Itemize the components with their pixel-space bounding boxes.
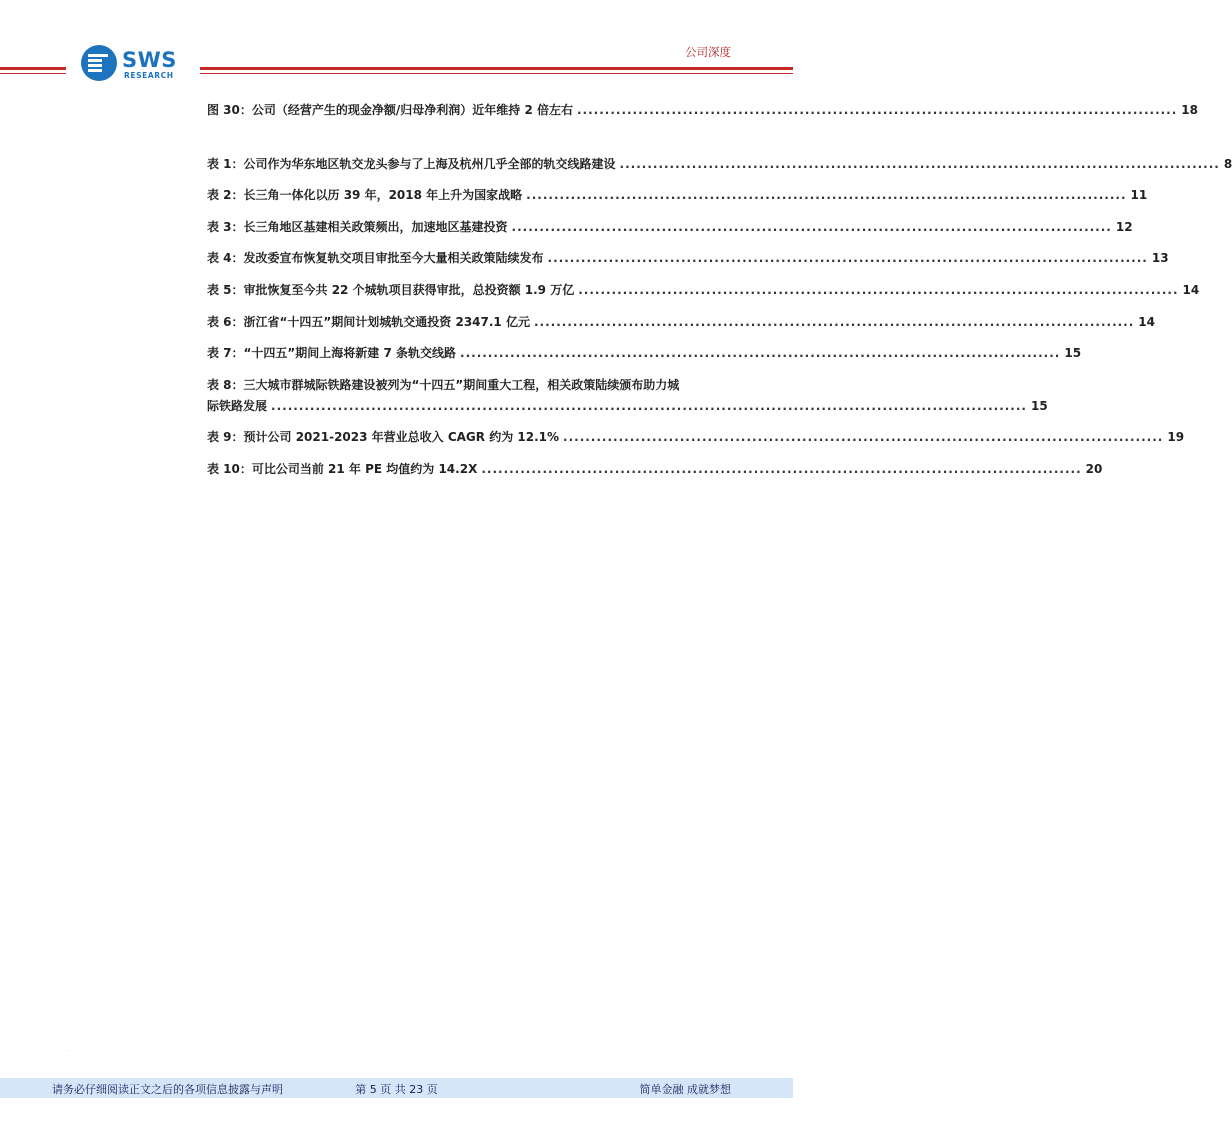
footer-slogan: 简单金融 成就梦想 [639,1083,731,1096]
toc-entry-label: 表 6：浙江省“十四五”期间计划城轨交通投资 2347.1 亿元 [207,314,530,329]
toc-entry-page: 18 [1181,103,1198,117]
toc-entry[interactable] [207,100,1198,121]
header-rule [200,73,793,74]
footer-page-info: 第 5 页 共 23 页 [355,1083,438,1096]
toc-entry-page: 14 [1182,282,1200,297]
toc-entry[interactable] [207,312,1155,333]
toc-leader: ............................................................................................................ [619,156,1220,171]
toc-entry[interactable] [207,280,1200,301]
toc-entry-label: 表 1：公司作为华东地区轨交龙头参与了上海及杭州几乎全部的轨交线路建设 [207,156,616,171]
toc-leader: ............................................................................................................ [578,282,1179,297]
page-footer [0,1078,793,1098]
toc-entry[interactable] [207,185,1148,206]
toc-entry-label: 表 10：可比公司当前 21 年 PE 均值约为 14.2X [207,461,478,476]
logo-text: SWS [122,48,177,72]
toc-entry-page: 14 [1138,314,1155,329]
toc-entry-page: 11 [1130,188,1148,203]
toc-entry-page: 15 [1064,346,1082,361]
toc-leader: ............................................................................................................ [547,251,1148,266]
toc-entry-label: 表 4：发改委宣布恢复轨交项目审批至今大量相关政策陆续发布 [207,251,544,266]
toc-entry-page: 12 [1115,219,1133,234]
footer-disclaimer: 请务必仔细阅读正文之后的各项信息披露与声明 [52,1083,283,1096]
toc-entry-label: 表 3：长三角地区基建相关政策频出，加速地区基建投资 [207,219,508,234]
toc-entry-label: 表 5：审批恢复至今共 22 个城轨项目获得审批，总投资额 1.9 万亿 [207,282,575,297]
toc-entry[interactable] [207,248,1169,269]
toc-entry[interactable] [207,217,1133,238]
table-of-contents [207,100,1232,491]
page-header [0,0,793,90]
toc-entry[interactable] [207,343,1082,364]
sws-logo [80,44,190,84]
header-rule [0,67,66,70]
sws-logo-icon [80,44,118,82]
toc-entry-label: 图 30：公司（经营产生的现金净额/归母净利润）近年维持 2 倍左右 [207,103,573,117]
toc-leader: ............................................................................................................ [460,346,1061,361]
toc-entry-label: 表 8：三大城市群城际铁路建设被列为“十四五”期间重大工程，相关政策陆续颁布助力城 [207,377,680,392]
toc-entry-label: 表 2：长三角一体化以历 39 年，2018 年上升为国家战略 [207,188,523,203]
toc-leader: ............................................................................................................ [526,188,1127,203]
logo-subtext: RESEARCH [124,71,174,80]
toc-leader: ............................................................................................................ [533,314,1135,329]
toc-entry[interactable] [207,375,1048,417]
toc-entry-page: 13 [1151,251,1169,266]
toc-entry-page: 8 [1223,156,1232,171]
toc-entry[interactable] [207,427,1185,448]
toc-spacer [207,132,695,154]
header-rule [0,73,66,74]
toc-leader: ............................................................................................................ [576,103,1178,117]
toc-entry-page: 19 [1167,430,1185,445]
toc-entry-page: 15 [1030,398,1048,413]
toc-leader: ........................................................................................................................................ [271,398,1027,413]
page-artifact-dot: · [68,1048,70,1055]
toc-leader: ............................................................................................................ [481,461,1082,476]
report-type-label: 公司深度 [685,45,731,59]
toc-entry[interactable] [207,459,1103,480]
toc-leader: ............................................................................................................ [511,219,1112,234]
toc-entry-label-continued: 际铁路发展 [207,398,268,413]
toc-entry-label: 表 7：“十四五”期间上海将新建 7 条轨交线路 [207,346,457,361]
toc-entry[interactable] [207,154,1232,175]
toc-leader: ............................................................................................................ [563,430,1164,445]
toc-entry-page: 20 [1085,461,1103,476]
header-rule [200,67,793,70]
toc-entry-label: 表 9：预计公司 2021-2023 年营业总收入 CAGR 约为 12.1% [207,430,560,445]
